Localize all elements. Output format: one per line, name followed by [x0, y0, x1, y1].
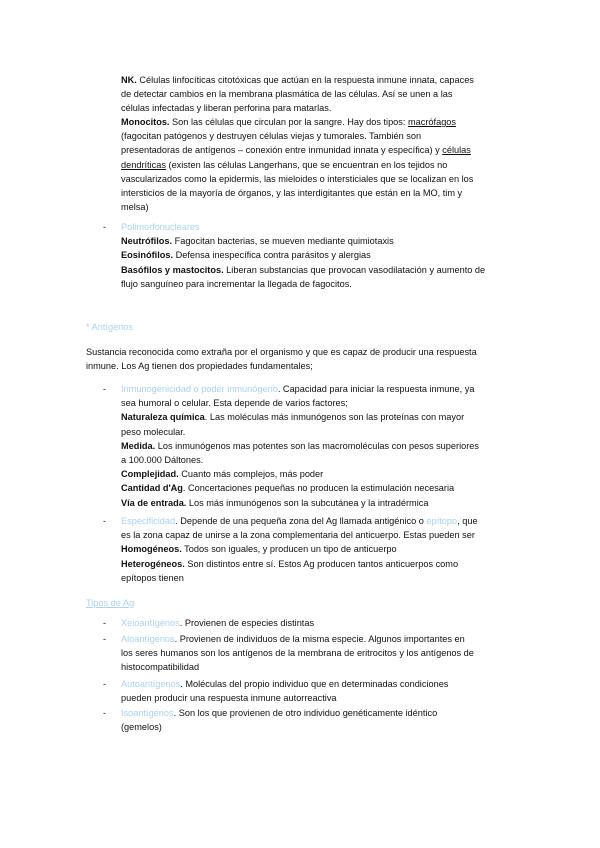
nk-paragraph [121, 73, 561, 116]
antigenos-intro-2: inmune. Los Ag tienen dos propiedades fundamentales; [86, 361, 313, 372]
polimorfonucleares-heading: Polimorfonucleares [121, 222, 200, 232]
especificidad-text-2: es la zona capaz de unirse a la zona complementaria del anticuerpo. Estas pueden ser [121, 530, 475, 541]
nk-text-2: de detectar cambios en la membrana plasmática de las células. Así se unen a las [121, 89, 453, 100]
epitopo-term: epítopo [426, 516, 458, 526]
bullet-dash: - [103, 708, 107, 718]
basofilos-text-1: Liberan substancias que provocan vasodilatación y aumento de [223, 264, 486, 275]
tipo-text: (gemelos) [121, 722, 162, 733]
nk-text-3: células infectadas y liberan perforina para matarlas. [121, 103, 332, 114]
monocitos-text-1: Son las células que circulan por la sangre. Hay dos tipos: [169, 117, 408, 127]
via-entrada-text: Los más inmunógenos son la subcutánea y la intradérmica [186, 497, 429, 508]
basofilos-label: Basófilos y mastocitos. [121, 264, 224, 275]
medida-label: Medida. [121, 440, 156, 451]
inmunogenicidad-block [121, 382, 566, 510]
especificidad-text-1: . Depende de una pequeña zona del Ag llamada antigénico o [175, 516, 427, 526]
especificidad-block [121, 514, 566, 585]
celulas-term: células [442, 145, 471, 156]
tipo-item [121, 706, 566, 734]
tipo-text: . Son los que provienen de otro individuo genéticamente idéntico [173, 708, 438, 718]
heterogeneos-text-2: epítopos tienen [121, 572, 184, 583]
eosinofilos-text: Defensa inespecífica contra parásitos y alergias [173, 250, 371, 261]
naturaleza-text-1: . Las moléculas más inmunógenos son las proteínas con mayor [204, 412, 465, 423]
monocitos-text-6: intersticios de la mayoría de órganos, y las interdigitantes que están en la MO, tim y [121, 188, 463, 199]
bullet-dash: - [103, 679, 107, 689]
monocitos-label: Monocitos. [121, 117, 170, 127]
medida-text-1: Los inmunógenos mas potentes son las macromoléculas con pesos superiores [155, 440, 479, 451]
bullet-dash: - [103, 516, 107, 526]
tipo-text: histocompatibilidad [121, 662, 200, 673]
monocitos-text-2: (fagocitan patógenos y destruyen células viejas y tumorales. También son [121, 131, 422, 142]
cantidad-label: Cantidad d'Ag [121, 483, 183, 494]
monocitos-text-3: presentadoras de antígenos – conexión entre inmunidad innata y específica) y [121, 145, 443, 156]
especificidad-term: Especificidad [121, 516, 176, 526]
naturaleza-label: Naturaleza química [121, 412, 205, 423]
heterogeneos-text-1: Son distintos entre sí. Estos Ag producen tantos anticuerpos como [184, 558, 459, 569]
homogeneos-label: Homogéneos. [121, 544, 182, 555]
tipo-item [121, 632, 566, 675]
neutrofilos-label: Neutrófilos. [121, 236, 173, 247]
bullet-dash: - [103, 222, 107, 232]
bullet-dash: - [103, 384, 107, 394]
tipo-text: pueden producir una respuesta inmune autorreactiva [121, 693, 337, 704]
homogeneos-text: Todos son iguales, y producen un tipo de anticuerpo [181, 544, 397, 555]
neutrofilos-text: Fagocitan bacterias, se mueven mediante quimiotaxis [172, 236, 394, 247]
xeloantigenos-term: Xeloantígenos [121, 618, 180, 628]
bullet-dash: - [103, 634, 107, 644]
tipos-heading: Tipos de Ag [86, 598, 135, 608]
inmunogenicidad-term: Inmunogenicidad o poder inmunógeno [121, 384, 278, 394]
isoantigenos-term: Isoantígenos [121, 708, 174, 718]
complejidad-text: Cuanto más complejos, más poder [178, 469, 324, 480]
heterogeneos-label: Heterogéneos. [121, 558, 185, 569]
tipo-text: . Provienen de especies distintas [179, 618, 315, 628]
medida-text-2: a 100.000 Dáltones. [121, 455, 204, 466]
bullet-dash: - [103, 618, 107, 628]
antigenos-heading: * Antígenos [86, 322, 133, 332]
via-entrada-label: Vía de entrada. [121, 497, 187, 508]
naturaleza-text-2: peso molecular. [121, 426, 186, 437]
complejidad-label: Complejidad. [121, 469, 179, 480]
dendriticas-term: dendríticas [121, 159, 166, 170]
autoantigenos-term: Autoantígenos [121, 679, 181, 689]
especificidad-text-1b: , que [457, 516, 478, 526]
nk-text-1: Células linfocíticas citotóxicas que actúan en la respuesta inmune innata, capaces [136, 75, 474, 85]
tipo-text: . Moléculas del propio individuo que en determinadas condiciones [180, 679, 449, 689]
basofilos-text-2: flujo sanguíneo para incrementar la llegada de fagocitos. [121, 278, 352, 289]
monocitos-text-5: vascularizados como la epidermis, las mieloides o intersticiales que se localizan en los [121, 173, 474, 184]
aloantigenos-term: Aloantígenos [121, 634, 175, 644]
monocitos-text-7: melsa) [121, 202, 149, 213]
nk-label: NK. [121, 75, 137, 85]
tipo-text: . Provienen de individuos de la misma especie. Algunos importantes en [174, 634, 465, 644]
macrofagos-term: macrófagos [408, 117, 457, 127]
monocitos-paragraph [121, 115, 561, 214]
eosinofilos-label: Eosinófilos. [121, 250, 174, 261]
inmunogenicidad-text-1: . Capacidad para iniciar la respuesta inmune, ya [277, 384, 475, 394]
antigenos-intro-1: Sustancia reconocida como extraña por el organismo y que es capaz de producir una respuesta [86, 347, 477, 357]
tipo-item [121, 677, 566, 705]
polimorfonucleares-block [121, 220, 561, 291]
tipo-item [121, 616, 566, 630]
antigenos-intro [86, 345, 566, 373]
tipo-text: los seres humanos son los antígenos de la membrana de eritrocitos y los antígenos de [121, 648, 474, 659]
monocitos-text-4: (existen las células Langerhans, que se encuentran en los tejidos no [165, 159, 448, 170]
inmunogenicidad-text-2: sea humoral o celular. Esta depende de varios factores; [121, 398, 348, 409]
cantidad-text: . Concertaciones pequeñas no producen la estimulación necesaria [182, 483, 455, 494]
